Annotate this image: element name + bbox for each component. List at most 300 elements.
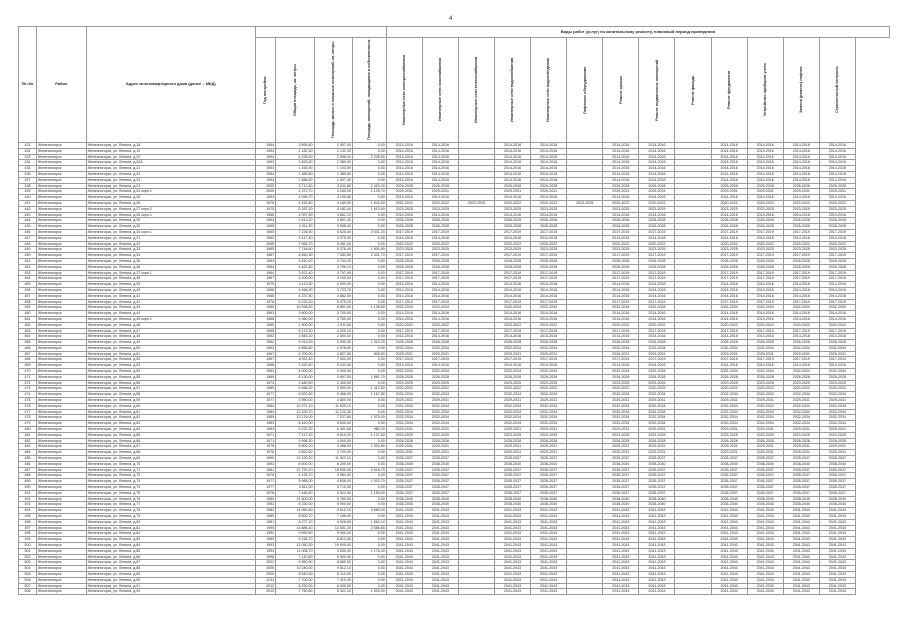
header-vertical-5: Инженерные сети газоснабжения [422,38,458,143]
table-cell: 2017-2019 [603,229,639,235]
table-cell: 0,00 [352,177,386,183]
table-cell: Железногорск [37,200,87,206]
table-cell: 2029-2031 [747,444,783,450]
table-cell: 2032-2034 [819,392,855,398]
table-cell: 2041-2043 [422,542,458,548]
table-cell: 2041-2043 [639,542,675,548]
table-cell: 2038-2040 [422,502,458,508]
table-cell: 2029-2031 [747,427,783,433]
table-cell: 3 984,30 [314,473,352,479]
table-cell: 5 475,20 [314,299,352,305]
table-cell: 2014-2016 [783,171,819,177]
table-cell: 2014-2016 [747,235,783,241]
table-cell: 2014-2016 [711,148,747,154]
table-cell: 2014-2016 [711,363,747,369]
table-cell: 1983 [255,508,275,514]
table-cell: 1989 [255,537,275,543]
table-cell: 2041-2043 [531,583,567,589]
table-cell: 1 575,00 [352,415,386,421]
table-cell: 2041-2043 [495,548,531,554]
table-cell: Железногорск [37,293,87,299]
table-cell: 0,00 [352,160,386,166]
table-cell: 2035-2037 [603,467,639,473]
table-cell: 2041-2043 [747,589,783,595]
table-cell: 2041-2043 [819,542,855,548]
table-cell: 2035-2037 [495,479,531,485]
table-cell: 2026-2028 [603,183,639,189]
table-cell: 2041-2043 [639,537,675,543]
table-cell: 2020-2022 [819,241,855,247]
table-cell: 2026-2028 [531,224,567,230]
table-cell: 2017-2019 [603,253,639,259]
table-cell: 2014-2016 [495,195,531,201]
table-cell: 1971 [255,438,275,444]
table-cell: 2014-2016 [819,235,855,241]
table-cell: 2041-2043 [531,548,567,554]
table-cell: 2014-2016 [783,195,819,201]
table-cell: 5 421,10 [314,589,352,595]
table-cell: 2014-2016 [495,160,531,166]
table-cell: 2026-2028 [819,374,855,380]
table-cell: 4 760,00 [314,316,352,322]
table-cell: 2017-2019 [495,270,531,276]
table-cell: 5 625,40 [314,229,352,235]
table-cell: 2035-2037 [531,467,567,473]
table-cell: 1964 [255,143,275,149]
table-cell: 2038-2040 [422,496,458,502]
table-cell: 2041-2043 [819,514,855,520]
table-cell: 9 222,30 [276,427,314,433]
table-cell: 2035-2037 [603,490,639,496]
table-cell: 2032-2034 [819,421,855,427]
table-cell: 2029-2031 [495,444,531,450]
table-cell: 2014-2016 [386,293,422,299]
table-cell: Железногорск [37,461,87,467]
table-cell: 2035-2037 [783,479,819,485]
table-cell: 0,00 [352,235,386,241]
table-cell: Железногорск, ул. Ленина, д.64 [86,427,255,433]
table-cell: Железногорск [37,241,87,247]
table-cell: 2014-2016 [711,166,747,172]
table-cell: Железногорск [37,224,87,230]
table-cell: 1965 [255,241,275,247]
table-cell: 2014-2016 [386,287,422,293]
table-cell: 2014-2016 [783,154,819,160]
table-cell: 506 [19,577,37,583]
table-cell: 2017-2019 [422,357,458,363]
table-cell: 483 [19,444,37,450]
table-cell: Железногорск, ул. Ленина, д.69 [86,456,255,462]
table-cell: 2041-2043 [603,566,639,572]
table-cell: 2035-2037 [819,485,855,491]
table-cell: 2017-2019 [386,253,422,259]
table-cell: 2014-2016 [747,282,783,288]
table-cell: 2035-2037 [819,467,855,473]
table-cell: 2014-2016 [747,287,783,293]
table-cell: 441 [19,200,37,206]
table-cell: 505 [19,571,37,577]
table-cell: 2017-2019 [747,328,783,334]
table-cell: 0,00 [352,171,386,177]
table-cell: 2032-2034 [531,421,567,427]
table-cell: 492 [19,496,37,502]
table-cell: Железногорск [37,357,87,363]
table-cell: 2014-2016 [531,195,567,201]
table-cell: 2041-2043 [819,531,855,537]
table-cell: 2014-2016 [711,287,747,293]
table-cell: 3 480,50 [276,380,314,386]
table-cell: 2014-2016 [783,311,819,317]
table-cell: 2014-2016 [603,160,639,166]
table-cell: 2035-2037 [495,485,531,491]
table-cell: 0,00 [352,264,386,270]
header-vertical-13: Ремонт фундамента [711,38,747,143]
table-cell: 2014-2016 [639,293,675,299]
table-cell: 2032-2034 [386,415,422,421]
table-cell: 2026-2028 [603,258,639,264]
table-cell: 2035-2037 [711,485,747,491]
table-cell: 436 [19,171,37,177]
table-cell: 4 810,20 [276,258,314,264]
table-cell: 2023-2025 [819,380,855,386]
table-cell: Железногорск, ул. Ленина, д.30 корп.1 [86,229,255,235]
table-cell: 2017-2019 [639,229,675,235]
table-cell: 2041-2043 [747,560,783,566]
table-cell: 2014-2016 [386,316,422,322]
table-cell: 2026-2028 [386,340,422,346]
table-cell: 2026-2028 [495,340,531,346]
table-cell: 2035-2037 [747,456,783,462]
table-cell: 2014-2016 [819,195,855,201]
table-cell: 4 836,00 [314,479,352,485]
table-cell: 2017-2019 [639,299,675,305]
table-cell: 2017-2019 [711,299,747,305]
table-cell: 9 830,30 [314,548,352,554]
table-cell: 0,00 [352,409,386,415]
table-cell: 2032-2034 [747,392,783,398]
table-cell: 491 [19,490,37,496]
table-cell: Железногорск, ул. Ленина, д.48 [86,334,255,340]
table-cell: 4 160,00 [314,189,352,195]
table-cell: 1994 [255,548,275,554]
table-cell: 2023-2025 [458,200,494,206]
table-cell: 4 578,60 [314,345,352,351]
page-number: 4 [449,16,453,22]
table-cell: 2041-2043 [603,560,639,566]
table-cell: 2035-2037 [711,473,747,479]
table-cell: 4 488,00 [314,444,352,450]
table-cell: 2038-2040 [639,502,675,508]
header-vertical-2: Площадь жилых и нежилых помещений, кв. метры [314,38,352,143]
table-cell: 2017-2019 [531,253,567,259]
table-cell: 0,00 [352,531,386,537]
table-cell: 2041-2043 [711,508,747,514]
table-cell: 2014-2016 [531,334,567,340]
table-cell: 1 313,20 [352,340,386,346]
table-cell: Железногорск [37,566,87,572]
table-cell: 1963 [255,369,275,375]
table-cell: 2032-2034 [711,421,747,427]
table-cell: 2041-2043 [531,531,567,537]
table-cell: 2014-2016 [711,171,747,177]
table-cell: 3 950,00 [314,386,352,392]
table-cell: 10 938,90 [276,305,314,311]
table-cell: 2041-2043 [603,537,639,543]
table-cell: Железногорск [37,514,87,520]
table-cell: 2014-2016 [783,287,819,293]
table-cell: 2014-2016 [711,177,747,183]
table-cell: 2032-2034 [422,305,458,311]
table-cell: 3 710,00 [314,485,352,491]
table-cell: Железногорск, ул. Ленина, д.57 [86,386,255,392]
table-cell: 2014-2016 [747,143,783,149]
table-cell: 1981 [255,467,275,473]
table-cell: Железногорск [37,166,87,172]
table-cell: 460 [19,311,37,317]
table-cell: 2032-2034 [603,369,639,375]
table-cell: 1 662,10 [352,519,386,525]
table-cell [567,589,603,595]
table-cell: 2029-2031 [422,427,458,433]
table-cell: 452 [19,264,37,270]
table-cell: 2 086,80 [352,525,386,531]
table-cell: 486 [19,461,37,467]
table-cell: 0,00 [352,258,386,264]
table-cell: 2035-2037 [531,490,567,496]
table-cell: 2041-2043 [711,531,747,537]
table-cell: 2032-2034 [422,345,458,351]
table-cell: 2029-2031 [495,450,531,456]
table-cell: 2026-2028 [711,374,747,380]
table-cell: Железногорск [37,398,87,404]
table-cell: 1984 [255,409,275,415]
header-vertical-14: Устройство приборов учета [747,38,783,143]
table-cell: 2041-2043 [819,525,855,531]
table-cell: 2020-2022 [711,200,747,206]
table-cell: 2041-2043 [603,548,639,554]
table-cell: 2038-2040 [495,461,531,467]
table-cell: Железногорск [37,183,87,189]
table-cell: 2014-2016 [531,154,567,160]
table-cell: 2035-2037 [422,473,458,479]
table-cell: 2041-2043 [386,577,422,583]
table-cell: Железногорск [37,340,87,346]
table-cell: 2014-2016 [711,212,747,218]
table-cell: 2041-2043 [747,583,783,589]
table-cell: 2017-2019 [386,299,422,305]
table-cell: 2 420,00 [352,183,386,189]
table-cell: 2023-2025 [783,380,819,386]
header-address: Адрес многоквартирного дома (далее – МКД) [86,27,255,143]
table-cell: Железногорск, ул. Ленина, д.54 [86,369,255,375]
table-cell: 2035-2037 [531,473,567,479]
table-cell: Железногорск [37,282,87,288]
table-cell: 2029-2031 [495,189,531,195]
table-cell: 1976 [255,473,275,479]
table-cell: 2038-2040 [783,496,819,502]
table-cell: 3 712,60 [276,183,314,189]
table-cell: 0,00 [352,403,386,409]
table-cell: 2005 [255,189,275,195]
table-cell: 1954 [255,166,275,172]
table-cell: 2038-2040 [386,502,422,508]
table-cell: 2023-2025 [567,200,603,206]
table-cell: 2029-2031 [531,189,567,195]
table-cell: 2023-2025 [422,380,458,386]
table-cell: 2017-2019 [747,357,783,363]
table-cell: 2035-2037 [603,473,639,479]
table-cell: Железногорск [37,392,87,398]
table-cell: 1954 [255,177,275,183]
table-cell: 2017-2019 [531,276,567,282]
table-cell: 2041-2043 [531,525,567,531]
table-cell: 2041-2043 [639,589,675,595]
table-cell: 501 [19,548,37,554]
header-group-title: Виды работ (услуг) по капитальному ремонту, плановый период проведения [386,27,889,38]
table-cell: 4 666,80 [276,345,314,351]
table-cell: 439 [19,189,37,195]
table-cell: Железногорск [37,171,87,177]
table-cell: 488 [19,473,37,479]
table-cell: 2017-2019 [783,270,819,276]
table-cell: 2026-2028 [819,218,855,224]
table-cell: 4 190,80 [314,195,352,201]
table-cell: 2029-2031 [386,189,422,195]
table-cell: 2017-2019 [711,253,747,259]
table-cell: 2032-2034 [639,392,675,398]
table-cell: 11 122,30 [314,409,352,415]
table-cell: 1982 [255,502,275,508]
table-cell: 493 [19,502,37,508]
table-cell: 2041-2043 [531,554,567,560]
table-cell: 4 200,00 [276,276,314,282]
table-cell: 431 [19,143,37,149]
table-cell: 0,00 [352,282,386,288]
table-cell: Железногорск, ул. Ленина, д.22 [86,171,255,177]
table-cell: 2023-2025 [422,206,458,212]
table-cell: 474 [19,392,37,398]
table-cell: 2035-2037 [422,456,458,462]
table-cell: 2014-2016 [747,171,783,177]
table-cell: 2020-2022 [783,200,819,206]
table-cell: 5 153,40 [276,200,314,206]
table-cell: Железногорск [37,467,87,473]
table-cell: 2038-2040 [783,461,819,467]
table-cell: Железногорск, ул. Ленина, д.81 [86,525,255,531]
table-cell: 2014-2016 [422,334,458,340]
table-cell: 4 097,50 [276,212,314,218]
table-cell: 446 [19,229,37,235]
table-cell: Железногорск, ул. Ленина, д.83 [86,537,255,543]
table-cell: 2017-2019 [422,270,458,276]
table-cell: 2023-2025 [603,206,639,212]
table-cell: 2014-2016 [386,363,422,369]
table-cell: 2029-2031 [819,351,855,357]
table-cell: 497 [19,525,37,531]
table-cell: 2035-2037 [639,485,675,491]
table-cell: Железногорск [37,525,87,531]
table-cell: 2038-2040 [639,496,675,502]
table-cell: 2014-2016 [495,293,531,299]
table-cell: 4 600,00 [314,438,352,444]
table-cell: 1965 [255,224,275,230]
table-cell: 2017-2019 [386,357,422,363]
table-cell: Железногорск, ул. Ленина, д.47 [86,328,255,334]
table-cell: 2017-2019 [603,328,639,334]
header-vertical-7: Инженерные сети водоснабжения [495,38,531,143]
table-cell: Железногорск [37,444,87,450]
table-cell: 2014-2016 [783,143,819,149]
table-cell: 14 960,50 [276,508,314,514]
header-characteristics [255,27,386,38]
table-cell: 2014-2016 [711,316,747,322]
table-cell: 2023-2025 [711,247,747,253]
table-cell: 2014-2016 [495,334,531,340]
table-cell: Железногорск [37,270,87,276]
table-cell: 2038-2040 [531,496,567,502]
table-cell: 9 590,20 [314,531,352,537]
table-cell: 12 190,10 [276,456,314,462]
table-cell: 2032-2034 [747,369,783,375]
table-cell: 2014-2016 [386,160,422,166]
table-cell: 2029-2031 [747,450,783,456]
table-cell: 2029-2031 [603,450,639,456]
table-cell: 1 911,50 [314,322,352,328]
table-cell: 2032-2034 [386,345,422,351]
table-cell: 2023-2025 [531,247,567,253]
table-cell: Железногорск [37,299,87,305]
table-cell: 8 200,00 [314,461,352,467]
table-cell: 2 800,00 [314,334,352,340]
table-cell: 2041-2043 [783,560,819,566]
table-cell: 4 182,40 [314,206,352,212]
table-cell: 2017-2019 [531,357,567,363]
table-cell: 5 281,00 [314,241,352,247]
table-cell: 9 950,90 [276,560,314,566]
table-cell: 2035-2037 [819,479,855,485]
table-cell: 2038-2040 [711,496,747,502]
table-cell: 3 680,00 [352,508,386,514]
table-cell: Железногорск, ул. Ленина, д.77 [86,502,255,508]
table-cell: 5 900,00 [314,502,352,508]
table-cell: Железногорск [37,334,87,340]
table-cell: 2014-2016 [531,287,567,293]
table-cell: 2041-2043 [603,519,639,525]
table-cell: 2038-2040 [819,502,855,508]
table-cell: 2035-2037 [422,485,458,491]
table-cell: 2041-2043 [819,508,855,514]
table-cell: 2014-2016 [711,311,747,317]
table-cell: 2014-2016 [819,311,855,317]
table-cell: 2026-2028 [422,224,458,230]
table-cell: 8 812,00 [314,537,352,543]
table-cell: 2020-2022 [639,386,675,392]
table-cell: Железногорск, ул. Ленина, д.84 [86,542,255,548]
table-cell: 2032-2034 [531,305,567,311]
table-cell: 2014-2016 [422,154,458,160]
table-cell: 2017-2019 [639,253,675,259]
table-cell: 2032-2034 [711,415,747,421]
table-cell: 1977 [255,479,275,485]
table-cell: 1 000,00 [352,589,386,595]
table-cell: 2041-2043 [386,537,422,543]
table-cell: 2020-2022 [639,322,675,328]
table-cell: 0,00 [352,224,386,230]
table-cell: 1 613,90 [352,206,386,212]
table-cell: 2032-2034 [747,409,783,415]
table-cell: 0,00 [352,473,386,479]
table-cell: 2014-2016 [747,293,783,299]
